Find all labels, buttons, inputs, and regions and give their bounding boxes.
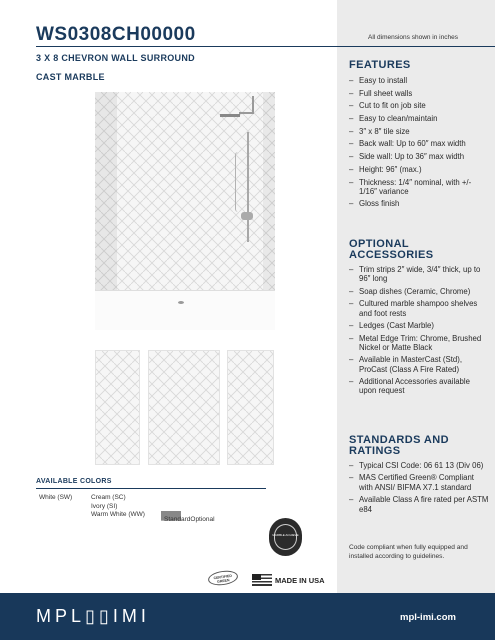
made-in-usa: MADE IN USA <box>275 576 325 585</box>
standard-item: – MAS Certified Green® Compliant with ANSI/ BIFMA X7.1 standard <box>349 473 489 492</box>
standard-item: – Available Class A fire rated per ASTM e84 <box>349 495 489 514</box>
feature-item: – Back wall: Up to 60″ max width <box>349 139 489 148</box>
standard-color: White (SW) <box>39 494 73 501</box>
standards-title-line1: STANDARDS AND <box>349 434 449 446</box>
marble-institute-badge <box>269 518 302 556</box>
feature-item: – Easy to install <box>349 76 489 85</box>
features-title: FEATURES <box>349 59 411 71</box>
shower-valve <box>241 212 253 220</box>
shower-pan <box>95 290 275 330</box>
accessory-item: – Cultured marble shampoo shelves and foot rests <box>349 299 489 318</box>
tile-swatch-3 <box>227 350 274 465</box>
title-divider <box>36 46 495 47</box>
colors-row <box>36 489 266 520</box>
code-compliance-note: Code compliant when fully equipped and installed according to guidelines. <box>349 544 468 560</box>
optional-color: Cream (SC) <box>91 494 126 501</box>
accessory-item: – Available in MasterCast (Std), ProCast (Class A Fire Rated) <box>349 355 489 374</box>
shower-head <box>220 114 240 117</box>
swatch-pattern <box>228 351 273 464</box>
shower-photo <box>95 92 275 330</box>
swatch-pattern <box>149 351 219 464</box>
feature-item: – Side wall: Up to 36″ max width <box>349 152 489 161</box>
accessories-title-line2: ACCESSORIES <box>349 249 434 261</box>
accessory-item: – Ledges (Cast Marble) <box>349 321 489 330</box>
tile-swatch-1 <box>95 350 140 465</box>
standards-title-line2: RATINGS <box>349 445 401 457</box>
shower-arm <box>239 112 254 114</box>
feature-item: – 3″ x 8″ tile size <box>349 127 489 136</box>
product-subtitle: 3 X 8 CHEVRON WALL SURROUND <box>36 53 195 63</box>
drain <box>178 301 184 304</box>
swatch-pattern <box>96 351 139 464</box>
feature-item: – Cut to fit on job site <box>349 101 489 110</box>
product-material: CAST MARBLE <box>36 72 105 82</box>
accessories-title <box>349 239 433 261</box>
badge-ring <box>274 524 297 550</box>
mpl-imi-logo: MPL▯▯IMI <box>36 606 150 626</box>
certified-green-text: CERTIFIED GREEN <box>213 573 233 584</box>
feature-item: – Gloss finish <box>349 199 489 208</box>
tile-swatch-2 <box>148 350 220 465</box>
slide-bar <box>247 132 249 242</box>
website-link[interactable]: mpl-imi.com <box>400 612 456 623</box>
standard-item: – Typical CSI Code: 06 61 13 (Div 06) <box>349 461 489 470</box>
flag-canton <box>252 574 261 580</box>
feature-item: – Height: 96″ (max.) <box>349 165 489 174</box>
optional-color: Warm White (WW) <box>91 511 145 518</box>
colors-title: AVAILABLE COLORS <box>36 478 112 485</box>
model-number: WS0308CH00000 <box>36 24 196 45</box>
accessories-title-line1: OPTIONAL <box>349 238 410 250</box>
accessory-item: – Soap dishes (Ceramic, Chrome) <box>349 287 489 296</box>
colors-header-row: Standard Optional <box>161 511 181 521</box>
accessory-item: – Additional Accessories available upon request <box>349 377 489 396</box>
accessory-item: – Metal Edge Trim: Chrome, Brushed Nickel or Matte Black <box>349 334 489 353</box>
standards-title <box>349 435 449 457</box>
features-list <box>349 76 489 212</box>
optional-color: Ivory (SI) <box>91 502 118 510</box>
badge-text: MARBLE ACHIEVE <box>272 533 299 537</box>
feature-item: – Full sheet walls <box>349 89 489 98</box>
standards-list <box>349 461 489 517</box>
us-flag-icon <box>252 574 272 586</box>
feature-item: – Thickness: 1/4″ nominal, with +/- 1/16″ variance <box>349 178 489 197</box>
colors-table <box>36 488 266 523</box>
feature-item: – Easy to clean/maintain <box>349 114 489 123</box>
accessory-item: – Trim strips 2″ wide, 3/4″ thick, up to 96″ long <box>349 265 489 284</box>
accessories-list <box>349 265 489 399</box>
shower-hose <box>235 152 241 212</box>
dimensions-note: All dimensions shown in inches <box>368 34 458 41</box>
